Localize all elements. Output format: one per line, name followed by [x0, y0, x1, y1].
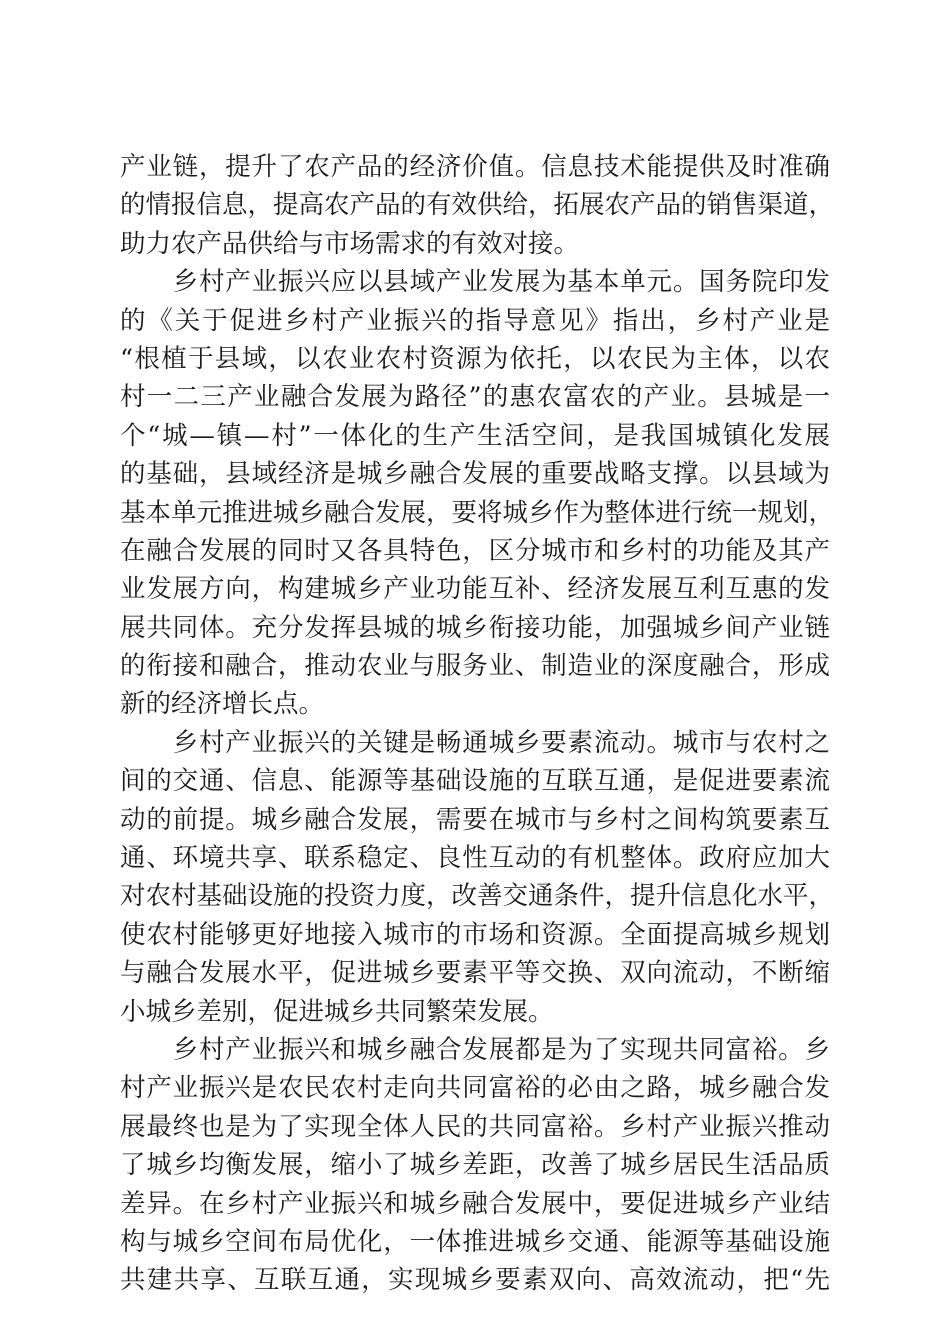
text-line: 共建共享、互联互通，实现城乡要素双向、高效流动，把“先: [120, 1265, 830, 1296]
text-line: 的情报信息，提高农产品的有效供给，拓展农产品的销售渠道，: [120, 190, 835, 221]
text-line: 与融合发展水平，促进城乡要素平等交换、双向流动，不断缩: [120, 958, 830, 989]
text-line: 展共同体。充分发挥县城的城乡衔接功能，加强城乡间产业链: [120, 612, 830, 643]
text-line: 助力农产品供给与市场需求的有效对接。: [120, 228, 580, 259]
paragraph-3: [120, 724, 835, 1031]
text-line: 村产业振兴是农民农村走向共同富裕的必由之路，城乡融合发: [120, 1073, 830, 1104]
text-line: 业发展方向，构建城乡产业功能互补、经济发展互利互惠的发: [120, 574, 830, 605]
paragraph-4: [120, 1031, 830, 1300]
text-line: 基本单元推进城乡融合发展，要将城乡作为整体进行统一规划，: [120, 497, 835, 528]
text-line: 小城乡差别，促进城乡共同繁荣发展。: [120, 996, 554, 1027]
text-line: 新的经济增长点。: [120, 689, 325, 720]
text-line: 间的交通、信息、能源等基础设施的互联互通，是促进要素流: [120, 766, 830, 797]
text-line: 在融合发展的同时又各具特色，区分城市和乡村的功能及其产: [120, 535, 830, 566]
text-line: 产业链，提升了农产品的经济价值。信息技术能提供及时准确: [120, 152, 830, 182]
text-line: 对农村基础设施的投资力度，改善交通条件，提升信息化水平，: [120, 881, 835, 912]
text-line: 乡村产业振兴和城乡融合发展都是为了实现共同富裕。乡: [120, 1034, 830, 1065]
text-line: 乡村产业振兴应以县域产业发展为基本单元。国务院印发: [120, 267, 830, 298]
text-line: 展最终也是为了实现全体人民的共同富裕。乡村产业振兴推动: [120, 1111, 830, 1142]
text-line: 通、环境共享、联系稳定、良性互动的有机整体。政府应加大: [120, 843, 830, 874]
text-line: 了城乡均衡发展，缩小了城乡差距，改善了城乡居民生活品质: [120, 1150, 830, 1181]
text-line: 的衔接和融合，推动农业与服务业、制造业的深度融合，形成: [120, 651, 830, 682]
document-page: [120, 148, 835, 1300]
paragraph-2: [120, 263, 835, 724]
text-line: 的基础，县域经济是城乡融合发展的重要战略支撑。以县域为: [120, 459, 830, 490]
text-line: 动的前提。城乡融合发展，需要在城市与乡村之间构筑要素互: [120, 804, 830, 835]
text-line: 差异。在乡村产业振兴和城乡融合发展中，要促进城乡产业结: [120, 1188, 830, 1219]
paragraph-1: [120, 148, 835, 263]
text-line: 乡村产业振兴的关键是畅通城乡要素流动。城市与农村之: [120, 727, 830, 758]
text-line: 构与城乡空间布局优化，一体推进城乡交通、能源等基础设施: [120, 1226, 830, 1257]
text-line: 的《关于促进乡村产业振兴的指导意见》指出，乡村产业是: [120, 305, 830, 336]
text-line: 个“城—镇—村”一体化的生产生活空间，是我国城镇化发展: [120, 420, 830, 451]
text-line: 村一二三产业融合发展为路径”的惠农富农的产业。县城是一: [120, 382, 830, 413]
text-line: 使农村能够更好地接入城市的市场和资源。全面提高城乡规划: [120, 919, 830, 950]
text-line: “根植于县域，以农业农村资源为依托，以农民为主体，以农: [120, 343, 830, 374]
